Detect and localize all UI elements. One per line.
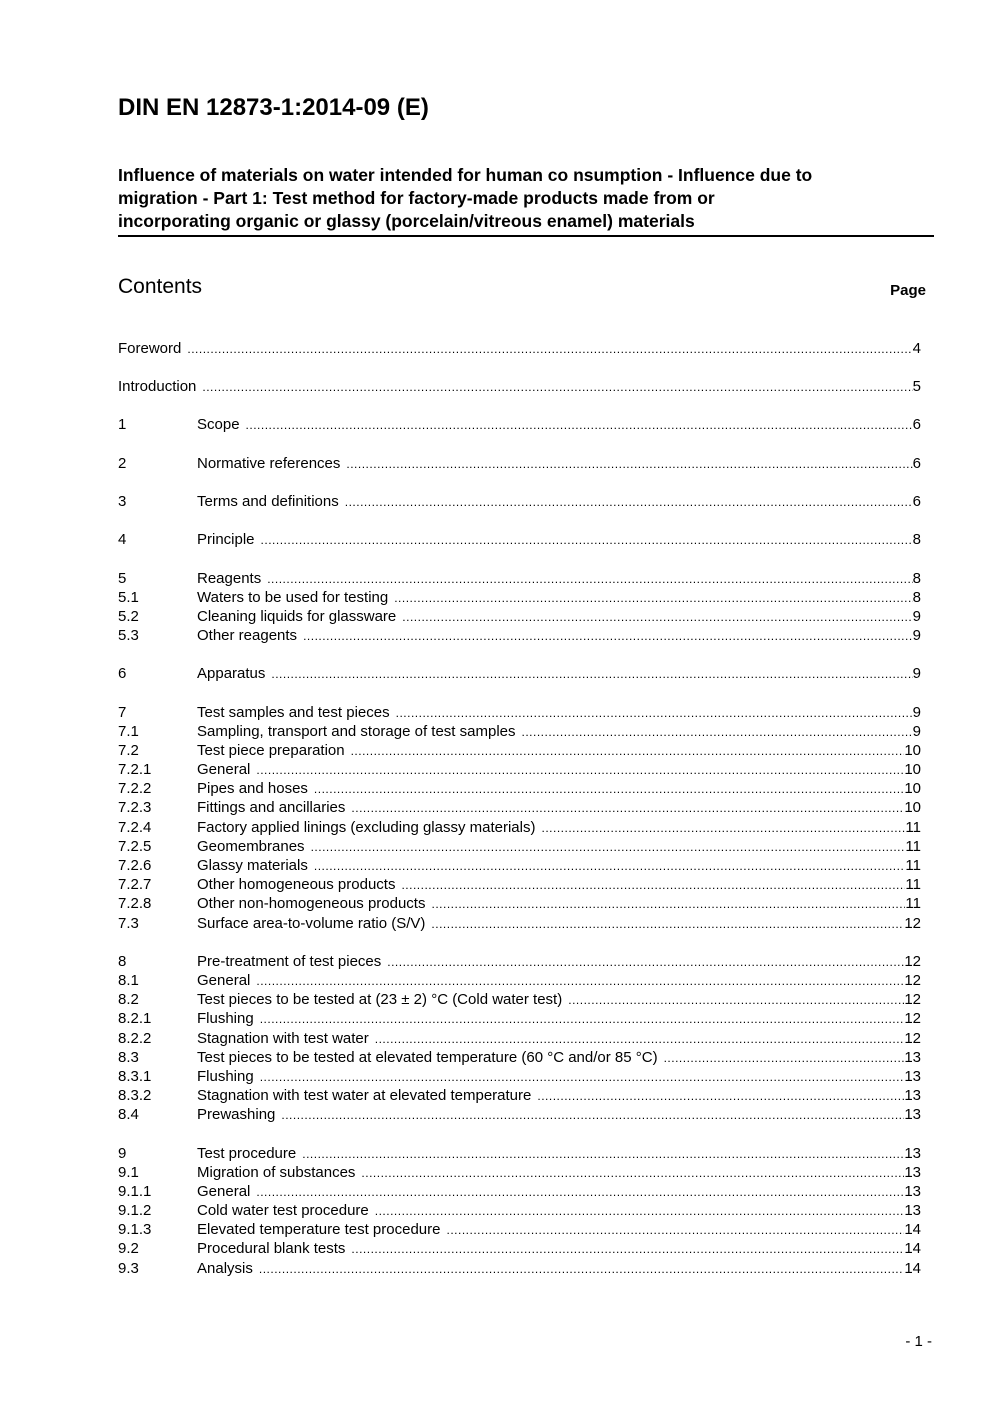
toc-dot-leader	[402, 608, 912, 627]
toc-dot-leader	[302, 1145, 904, 1164]
toc-entry-title: Other non-homogeneous products	[197, 895, 426, 912]
toc-entry-page: 12	[904, 1030, 921, 1047]
toc-entry-number: 2	[118, 455, 127, 472]
toc-dot-leader	[431, 895, 905, 914]
toc-entry-page: 6	[912, 493, 921, 510]
toc-entry-title: Glassy materials	[197, 857, 308, 874]
toc-entry-title: Stagnation with test water	[197, 1030, 369, 1047]
toc-dot-leader	[260, 1068, 905, 1087]
toc-entry-number: 7.2.7	[118, 876, 152, 893]
toc-entry-page: 13	[904, 1106, 921, 1123]
toc-entry-page: 8	[912, 589, 921, 606]
toc-entry-page: 10	[904, 761, 921, 778]
toc-entry[interactable]	[118, 914, 921, 933]
toc-dot-leader	[303, 627, 913, 646]
toc-entry[interactable]	[118, 664, 921, 683]
toc-entry[interactable]	[118, 1009, 921, 1028]
toc-entry-number: 1	[118, 416, 127, 433]
toc-entry-page: 13	[904, 1145, 921, 1162]
toc-entry-title: Terms and definitions	[197, 493, 339, 510]
toc-entry-number: 7.1	[118, 723, 139, 740]
toc-entry[interactable]	[118, 626, 921, 645]
toc-entry[interactable]	[118, 760, 921, 779]
toc-dot-leader	[345, 493, 913, 512]
toc-dot-leader	[246, 416, 913, 435]
toc-entry-title: Prewashing	[197, 1106, 276, 1123]
toc-entry-number: 8.2.1	[118, 1010, 152, 1027]
toc-dot-leader	[401, 876, 905, 895]
toc-entry-number: 9	[118, 1145, 127, 1162]
toc-dot-leader	[256, 972, 904, 991]
toc-entry[interactable]	[118, 875, 921, 894]
toc-dot-leader	[446, 1221, 904, 1240]
toc-entry-title: Migration of substances	[197, 1164, 356, 1181]
toc-entry-title: Pre-treatment of test pieces	[197, 953, 382, 970]
toc-dot-leader	[351, 1240, 904, 1259]
toc-entry-title: Elevated temperature test procedure	[197, 1221, 441, 1238]
toc-dot-leader	[375, 1030, 905, 1049]
toc-entry[interactable]	[118, 952, 921, 971]
toc-entry-page: 9	[912, 723, 921, 740]
toc-entry-page: 10	[904, 780, 921, 797]
toc-entry-title: Flushing	[197, 1010, 254, 1027]
toc-dot-leader	[541, 819, 905, 838]
toc-dot-leader	[568, 991, 904, 1010]
toc-entry-page: 13	[904, 1087, 921, 1104]
toc-entry-title: General	[197, 972, 251, 989]
toc-dot-leader	[314, 780, 904, 799]
toc-entry[interactable]	[118, 856, 921, 875]
toc-entry-number: 3	[118, 493, 127, 510]
toc-entry-page: 12	[904, 972, 921, 989]
toc-entry-title: Test samples and test pieces	[197, 704, 390, 721]
toc-dot-leader	[361, 1164, 904, 1183]
toc-entry-title: Sampling, transport and storage of test samples	[197, 723, 516, 740]
toc-entry-page: 14	[904, 1240, 921, 1257]
toc-dot-leader	[187, 340, 912, 359]
page-column-label: Page	[890, 282, 926, 299]
toc-entry-number: 7.2.4	[118, 819, 152, 836]
subtitle-line: Influence of materials on water intended for human co nsumption - Influence due to	[118, 165, 813, 185]
toc-entry[interactable]	[118, 1163, 921, 1182]
toc-entry-number: 7.2	[118, 742, 139, 759]
toc-entry-number: 6	[118, 665, 127, 682]
toc-entry-number: 7.2.5	[118, 838, 152, 855]
toc-entry-number: 8.3.1	[118, 1068, 152, 1085]
toc-entry-title: Test piece preparation	[197, 742, 345, 759]
toc-entry-number: Foreword	[118, 340, 182, 357]
toc-dot-leader	[351, 742, 905, 761]
toc-dot-leader	[375, 1202, 905, 1221]
toc-entry-page: 6	[912, 455, 921, 472]
toc-entry-page: 9	[912, 665, 921, 682]
toc-entry-title: Test pieces to be tested at elevated temperature (60 °C and/or 85 °C)	[197, 1049, 658, 1066]
toc-entry-number: 7	[118, 704, 127, 721]
toc-entry-number: 8.1	[118, 972, 139, 989]
toc-entry-number: 7.2.2	[118, 780, 152, 797]
toc-entry-page: 11	[905, 819, 921, 836]
toc-entry-number: 8.2.2	[118, 1030, 152, 1047]
toc-entry-title: Principle	[197, 531, 255, 548]
toc-entry-title: Pipes and hoses	[197, 780, 308, 797]
toc-entry[interactable]	[118, 1086, 921, 1105]
toc-entry-page: 8	[912, 570, 921, 587]
toc-entry[interactable]	[118, 837, 921, 856]
toc-entry-title: Stagnation with test water at elevated temperature	[197, 1087, 532, 1104]
toc-entry-title: Cold water test procedure	[197, 1202, 369, 1219]
toc-entry-title: Analysis	[197, 1260, 253, 1277]
toc-dot-leader	[256, 761, 904, 780]
toc-entry-number: 5	[118, 570, 127, 587]
toc-dot-leader	[256, 1183, 904, 1202]
toc-entry-page: 12	[904, 1010, 921, 1027]
toc-entry-page: 13	[904, 1202, 921, 1219]
toc-dot-leader	[271, 665, 912, 684]
toc-entry-title: Other homogeneous products	[197, 876, 396, 893]
toc-dot-leader	[267, 570, 912, 589]
toc-entry-title: Scope	[197, 416, 240, 433]
toc-entry-page: 13	[904, 1164, 921, 1181]
toc-entry-title: Geomembranes	[197, 838, 305, 855]
subtitle-line: migration - Part 1: Test method for factory-made products made from or	[118, 188, 715, 208]
toc-entry[interactable]	[118, 779, 921, 798]
toc-entry-title: Flushing	[197, 1068, 254, 1085]
toc-entry-page: 12	[904, 991, 921, 1008]
toc-dot-leader	[396, 704, 913, 723]
toc-dot-leader	[394, 589, 912, 608]
toc-entry-number: 5.1	[118, 589, 139, 606]
toc-entry[interactable]	[118, 1067, 921, 1086]
toc-entry[interactable]	[118, 971, 921, 990]
toc-entry[interactable]	[118, 1259, 921, 1278]
toc-entry[interactable]	[118, 607, 921, 626]
toc-entry[interactable]	[118, 1105, 921, 1124]
contents-heading: Contents	[118, 275, 203, 298]
toc-entry-title: Test procedure	[197, 1145, 297, 1162]
subtitle-line: incorporating organic or glassy (porcelain/vitreous enamel) materials	[118, 211, 695, 231]
toc-entry-number: 8.3	[118, 1049, 139, 1066]
toc-entry[interactable]	[118, 741, 921, 760]
toc-entry[interactable]	[118, 722, 921, 741]
toc-entry-number: 4	[118, 531, 127, 548]
toc-entry-number: 8	[118, 953, 127, 970]
toc-entry-page: 14	[904, 1221, 921, 1238]
toc-entry[interactable]	[118, 492, 921, 511]
toc-entry-number: 8.4	[118, 1106, 139, 1123]
toc-entry-title: Test pieces to be tested at (23 ± 2) °C (Cold water test)	[197, 991, 563, 1008]
toc-entry-number: 9.2	[118, 1240, 139, 1257]
toc-entry[interactable]	[118, 1220, 921, 1239]
toc-entry[interactable]	[118, 1201, 921, 1220]
toc-entry-title: Procedural blank tests	[197, 1240, 346, 1257]
toc-entry-number: 7.2.1	[118, 761, 152, 778]
toc-entry-number: 9.1.3	[118, 1221, 152, 1238]
toc-entry-title: Reagents	[197, 570, 262, 587]
toc-entry-title: Apparatus	[197, 665, 266, 682]
toc-entry-page: 11	[905, 857, 921, 874]
toc-entry[interactable]	[118, 1048, 921, 1067]
toc-entry-page: 10	[904, 799, 921, 816]
toc-entry-page: 8	[912, 531, 921, 548]
table-of-contents	[118, 0, 921, 1403]
toc-dot-leader	[314, 857, 906, 876]
toc-entry-title: General	[197, 761, 251, 778]
toc-entry-title: Cleaning liquids for glassware	[197, 608, 397, 625]
toc-entry[interactable]	[118, 454, 921, 473]
toc-dot-leader	[281, 1106, 904, 1125]
toc-dot-leader	[387, 953, 904, 972]
toc-dot-leader	[431, 915, 904, 934]
toc-dot-leader	[664, 1049, 905, 1068]
toc-dot-leader	[351, 799, 904, 818]
toc-entry-number: 9.3	[118, 1260, 139, 1277]
toc-entry-page: 5	[912, 378, 921, 395]
toc-entry-page: 12	[904, 915, 921, 932]
toc-entry-page: 6	[912, 416, 921, 433]
toc-dot-leader	[261, 531, 913, 550]
document-id: DIN EN 12873-1:2014-09 (E)	[118, 94, 429, 121]
toc-entry-page: 12	[904, 953, 921, 970]
toc-entry[interactable]	[118, 1029, 921, 1048]
toc-entry[interactable]	[118, 1144, 921, 1163]
toc-entry-title: Other reagents	[197, 627, 298, 644]
toc-entry-number: 7.2.3	[118, 799, 152, 816]
toc-entry-title: Normative references	[197, 455, 341, 472]
toc-entry-page: 14	[904, 1260, 921, 1277]
toc-dot-leader	[202, 378, 912, 397]
toc-entry-page: 9	[912, 704, 921, 721]
toc-entry-page: 9	[912, 608, 921, 625]
toc-entry-page: 11	[905, 838, 921, 855]
toc-entry-number: 9.1	[118, 1164, 139, 1181]
toc-entry-title: General	[197, 1183, 251, 1200]
toc-entry[interactable]	[118, 569, 921, 588]
toc-entry-number: 7.2.6	[118, 857, 152, 874]
toc-entry-page: 11	[905, 895, 921, 912]
toc-entry-number: 7.2.8	[118, 895, 152, 912]
page-number-footer: - 1 -	[905, 1333, 932, 1350]
toc-entry-number: 5.3	[118, 627, 139, 644]
toc-dot-leader	[311, 838, 906, 857]
toc-entry-number: 8.3.2	[118, 1087, 152, 1104]
toc-entry[interactable]	[118, 377, 921, 396]
toc-entry-number: 9.1.1	[118, 1183, 152, 1200]
toc-entry[interactable]	[118, 1239, 921, 1258]
toc-entry[interactable]	[118, 1182, 921, 1201]
toc-entry-number: 7.3	[118, 915, 139, 932]
toc-entry-number: 5.2	[118, 608, 139, 625]
toc-entry[interactable]	[118, 415, 921, 434]
toc-entry-title: Factory applied linings (excluding glassy materials)	[197, 819, 536, 836]
toc-entry[interactable]	[118, 990, 921, 1009]
toc-entry[interactable]	[118, 588, 921, 607]
toc-entry-number: 9.1.2	[118, 1202, 152, 1219]
toc-dot-leader	[522, 723, 913, 742]
toc-entry-title: Fittings and ancillaries	[197, 799, 346, 816]
toc-entry[interactable]	[118, 818, 921, 837]
toc-entry-title: Waters to be used for testing	[197, 589, 389, 606]
toc-dot-leader	[260, 1010, 905, 1029]
toc-entry-page: 10	[904, 742, 921, 759]
toc-entry-page: 13	[904, 1068, 921, 1085]
toc-entry-number: Introduction	[118, 378, 197, 395]
toc-dot-leader	[537, 1087, 904, 1106]
toc-entry[interactable]	[118, 798, 921, 817]
toc-entry-page: 13	[904, 1049, 921, 1066]
toc-entry-page: 11	[905, 876, 921, 893]
toc-dot-leader	[259, 1260, 904, 1279]
toc-entry-page: 13	[904, 1183, 921, 1200]
toc-entry-page: 9	[912, 627, 921, 644]
toc-entry-title: Surface area-to-volume ratio (S/V)	[197, 915, 426, 932]
toc-dot-leader	[346, 455, 912, 474]
toc-entry[interactable]	[118, 530, 921, 549]
toc-entry[interactable]	[118, 703, 921, 722]
toc-entry[interactable]	[118, 339, 921, 358]
toc-entry-number: 8.2	[118, 991, 139, 1008]
toc-entry-page: 4	[912, 340, 921, 357]
toc-entry[interactable]	[118, 894, 921, 913]
